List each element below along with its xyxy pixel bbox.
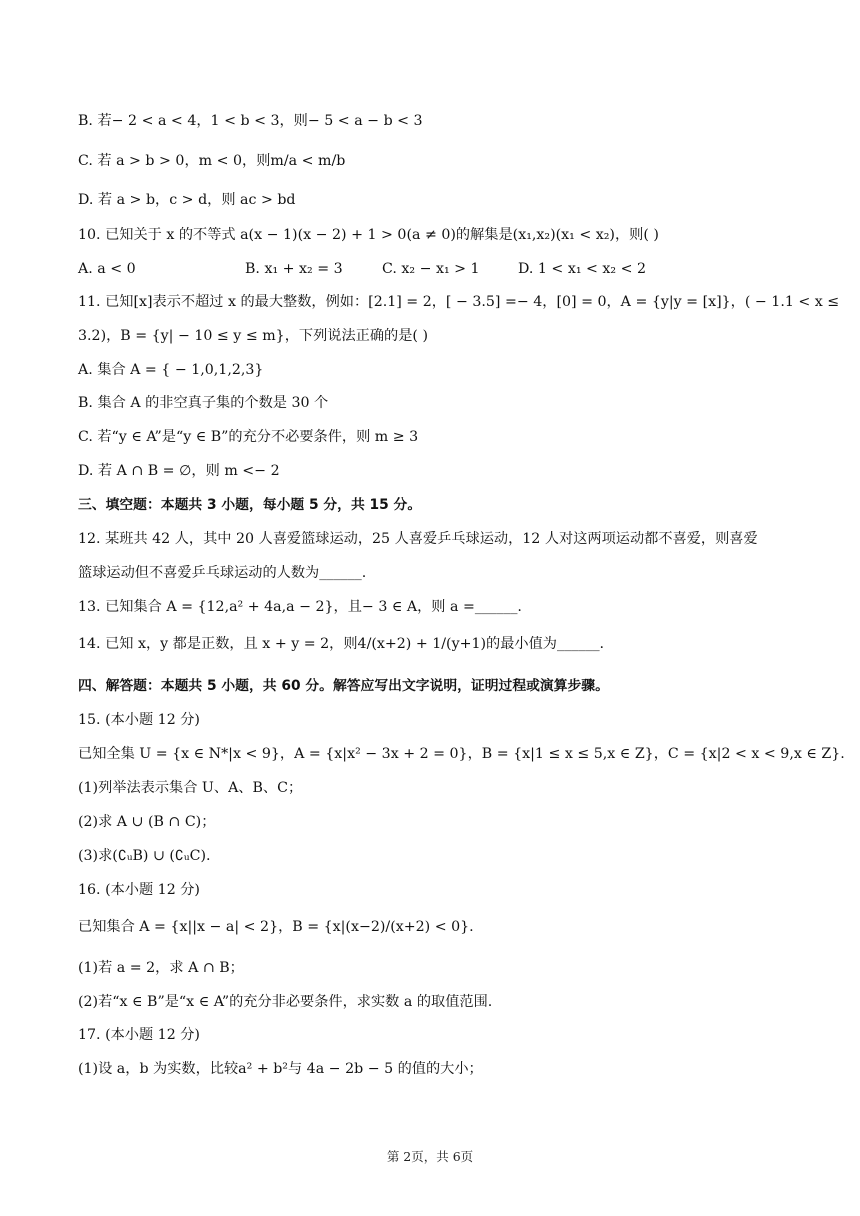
q15-part3: (3)求(∁ᵤB) ∪ (∁ᵤC). [78, 848, 211, 864]
q9-option-d: D. 若 a > b，c > d，则 ac > bd [78, 192, 296, 208]
q11-stem-line2: 3.2)，B = {y| − 10 ≤ y ≤ m}，下列说法正确的是( ) [78, 328, 428, 344]
q11-option-a: A. 集合 A = { − 1,0,1,2,3} [78, 362, 264, 378]
q17-header: 17. (本小题 12 分) [78, 1027, 200, 1043]
q10-option-c: C. x₂ − x₁ > 1 [382, 261, 480, 277]
q9-option-b: B. 若− 2 < a < 4，1 < b < 3，则− 5 < a − b < 3 [78, 113, 423, 129]
q16-header: 16. (本小题 12 分) [78, 882, 200, 898]
section-heading-fill-in: 三、填空题：本题共 3 小题，每小题 5 分，共 15 分。 [78, 497, 422, 513]
q15-header: 15. (本小题 12 分) [78, 712, 200, 728]
q13-stem: 13. 已知集合 A = {12,a² + 4a,a − 2}，且− 3 ∈ A，则 a =______. [78, 599, 522, 615]
q14-stem: 14. 已知 x，y 都是正数，且 x + y = 2，则4/(x+2) + 1/(y+1)的最小值为______. [78, 636, 605, 652]
q16-part2: (2)若“x ∈ B”是“x ∈ A”的充分非必要条件，求实数 a 的取值范围. [78, 994, 493, 1010]
q11-stem-line1: 11. 已知[x]表示不超过 x 的最大整数，例如：[2.1] = 2，[ − 3.5] =− 4，[0] = 0，A = {y|y = [x]}，( − 1.1 < x ≤ [78, 294, 840, 310]
section-heading-solve: 四、解答题：本题共 5 小题，共 60 分。解答应写出文字说明，证明过程或演算步骤。 [78, 678, 609, 694]
q9-option-c: C. 若 a > b > 0，m < 0，则m/a < m/b [78, 153, 346, 169]
q11-option-d: D. 若 A ∩ B = ∅，则 m <− 2 [78, 463, 280, 479]
q10-stem: 10. 已知关于 x 的不等式 a(x − 1)(x − 2) + 1 > 0(a ≠ 0)的解集是(x₁,x₂)(x₁ < x₂)，则( ) [78, 227, 659, 243]
q16-part1: (1)若 a = 2，求 A ∩ B； [78, 960, 244, 976]
q17-part1: (1)设 a，b 为实数，比较a² + b²与 4a − 2b − 5 的值的大小； [78, 1061, 483, 1077]
q12-stem-line1: 12. 某班共 42 人，其中 20 人喜爱篮球运动，25 人喜爱乒乓球运动，12 人对这两项运动都不喜爱，则喜爱 [78, 531, 758, 547]
q11-option-c: C. 若“y ∈ A”是“y ∈ B”的充分不必要条件，则 m ≥ 3 [78, 429, 419, 445]
q15-stem: 已知全集 U = {x ∈ N*|x < 9}，A = {x|x² − 3x + 2 = 0}，B = {x|1 ≤ x ≤ 5,x ∈ Z}，C = {x|2 < x < 9,x ∈ Z}. [78, 746, 845, 762]
q10-option-d: D. 1 < x₁ < x₂ < 2 [518, 261, 647, 277]
q15-part1: (1)列举法表示集合 U、A、B、C； [78, 780, 303, 796]
q12-stem-line2: 篮球运动但不喜爱乒乓球运动的人数为______. [78, 565, 367, 581]
page-footer: 第 2页，共 6页 [386, 1149, 474, 1164]
q15-part2: (2)求 A ∪ (B ∩ C)； [78, 814, 216, 830]
q10-option-b: B. x₁ + x₂ = 3 [245, 261, 343, 277]
q11-option-b: B. 集合 A 的非空真子集的个数是 30 个 [78, 395, 329, 411]
q16-stem: 已知集合 A = {x||x − a| < 2}，B = {x|(x−2)/(x+2) < 0}. [78, 919, 474, 935]
q10-option-a: A. a < 0 [78, 261, 136, 277]
